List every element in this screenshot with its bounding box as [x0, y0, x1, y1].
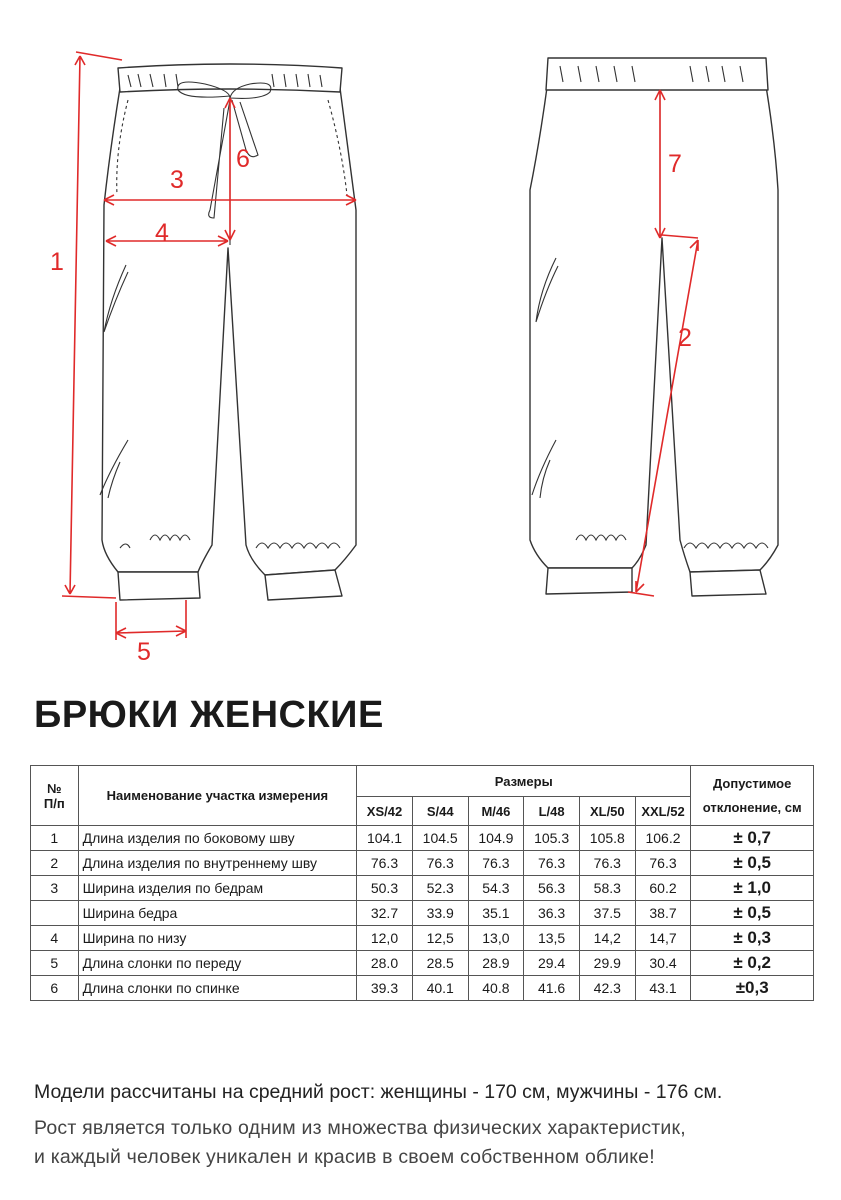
- size-header: XL/50: [579, 797, 635, 826]
- table-row: [31, 926, 814, 951]
- size-header: XS/42: [357, 797, 413, 826]
- measure-label-2: 2: [678, 324, 692, 352]
- table-header-row: [31, 766, 814, 797]
- row-value: 105.3: [524, 826, 580, 851]
- row-name: Ширина бедра: [78, 901, 357, 926]
- row-value: 32.7: [357, 901, 413, 926]
- measure-label-7: 7: [668, 150, 682, 178]
- measure-label-6: 6: [236, 145, 250, 173]
- page-title: БРЮКИ ЖЕНСКИЕ: [34, 694, 384, 736]
- row-value: 14,2: [579, 926, 635, 951]
- row-tolerance: ± 0,5: [691, 901, 814, 926]
- row-number: 2: [31, 851, 79, 876]
- back-cuff-left: [546, 568, 632, 594]
- back-view-pants: [530, 58, 778, 596]
- size-header: M/46: [468, 797, 524, 826]
- table-row: [31, 851, 814, 876]
- row-number: 6: [31, 976, 79, 1001]
- table-row: [31, 976, 814, 1001]
- row-tolerance: ± 0,5: [691, 851, 814, 876]
- row-value: 76.3: [524, 851, 580, 876]
- row-value: 14,7: [635, 926, 691, 951]
- measure-label-5: 5: [137, 638, 151, 666]
- row-value: 104.9: [468, 826, 524, 851]
- row-value: 39.3: [357, 976, 413, 1001]
- row-tolerance: ± 0,7: [691, 826, 814, 851]
- row-value: 28.9: [468, 951, 524, 976]
- row-value: 12,0: [357, 926, 413, 951]
- row-number: 1: [31, 826, 79, 851]
- row-tolerance: ± 1,0: [691, 876, 814, 901]
- footer-disclaimer-line-2: и каждый человек уникален и красив в своем собственном облике!: [34, 1146, 655, 1168]
- row-value: 76.3: [635, 851, 691, 876]
- row-value: 76.3: [412, 851, 468, 876]
- size-chart-table: [30, 765, 814, 1001]
- row-value: 38.7: [635, 901, 691, 926]
- row-number: [31, 901, 79, 926]
- row-value: 33.9: [412, 901, 468, 926]
- row-tolerance: ± 0,3: [691, 926, 814, 951]
- col-header-name: Наименование участка измерения: [78, 766, 357, 826]
- row-value: 40.1: [412, 976, 468, 1001]
- table-row: [31, 951, 814, 976]
- row-value: 41.6: [524, 976, 580, 1001]
- row-name: Длина изделия по боковому шву: [78, 826, 357, 851]
- table-row: [31, 826, 814, 851]
- row-value: 60.2: [635, 876, 691, 901]
- row-value: 104.5: [412, 826, 468, 851]
- row-name: Ширина по низу: [78, 926, 357, 951]
- measure-label-1: 1: [50, 248, 64, 276]
- row-value: 76.3: [579, 851, 635, 876]
- row-value: 40.8: [468, 976, 524, 1001]
- row-tolerance: ± 0,2: [691, 951, 814, 976]
- row-name: Ширина изделия по бедрам: [78, 876, 357, 901]
- row-value: 37.5: [579, 901, 635, 926]
- col-header-tolerance: Допустимое отклонение, см: [691, 766, 814, 826]
- col-header-number: № П/п: [31, 766, 79, 826]
- row-value: 50.3: [357, 876, 413, 901]
- row-value: 28.0: [357, 951, 413, 976]
- row-number: 3: [31, 876, 79, 901]
- row-number: 5: [31, 951, 79, 976]
- row-value: 36.3: [524, 901, 580, 926]
- row-value: 29.9: [579, 951, 635, 976]
- table-row: [31, 876, 814, 901]
- col-header-sizes: Размеры: [357, 766, 691, 797]
- row-value: 58.3: [579, 876, 635, 901]
- back-pants-body: [530, 80, 778, 572]
- front-cuff-left: [118, 572, 200, 600]
- size-header: L/48: [524, 797, 580, 826]
- table-row: [31, 901, 814, 926]
- row-name: Длина слонки по переду: [78, 951, 357, 976]
- row-value: 54.3: [468, 876, 524, 901]
- row-name: Длина изделия по внутреннему шву: [78, 851, 357, 876]
- footer-disclaimer: [34, 1114, 686, 1172]
- row-value: 76.3: [468, 851, 524, 876]
- row-value: 28.5: [412, 951, 468, 976]
- row-value: 105.8: [579, 826, 635, 851]
- row-value: 13,5: [524, 926, 580, 951]
- row-value: 42.3: [579, 976, 635, 1001]
- row-value: 43.1: [635, 976, 691, 1001]
- row-value: 30.4: [635, 951, 691, 976]
- measure-line-5: [116, 600, 186, 640]
- row-value: 35.1: [468, 901, 524, 926]
- front-cuff-right: [265, 570, 342, 600]
- row-value: 76.3: [357, 851, 413, 876]
- front-pants-body: [102, 88, 356, 575]
- front-view-pants: [100, 64, 356, 600]
- row-tolerance: ±0,3: [691, 976, 814, 1001]
- size-header: S/44: [412, 797, 468, 826]
- row-value: 56.3: [524, 876, 580, 901]
- measure-label-4: 4: [155, 219, 169, 247]
- row-value: 12,5: [412, 926, 468, 951]
- footer-height-note: Модели рассчитаны на средний рост: женщины - 170 см, мужчины - 176 см.: [34, 1081, 723, 1103]
- row-value: 104.1: [357, 826, 413, 851]
- size-header: XXL/52: [635, 797, 691, 826]
- back-cuff-right: [690, 570, 766, 596]
- row-value: 106.2: [635, 826, 691, 851]
- measure-label-3: 3: [170, 166, 184, 194]
- row-value: 13,0: [468, 926, 524, 951]
- footer-disclaimer-line-1: Рост является только одним из множества физических характеристик,: [34, 1117, 686, 1139]
- row-name: Длина слонки по спинке: [78, 976, 357, 1001]
- row-value: 52.3: [412, 876, 468, 901]
- row-number: 4: [31, 926, 79, 951]
- row-value: 29.4: [524, 951, 580, 976]
